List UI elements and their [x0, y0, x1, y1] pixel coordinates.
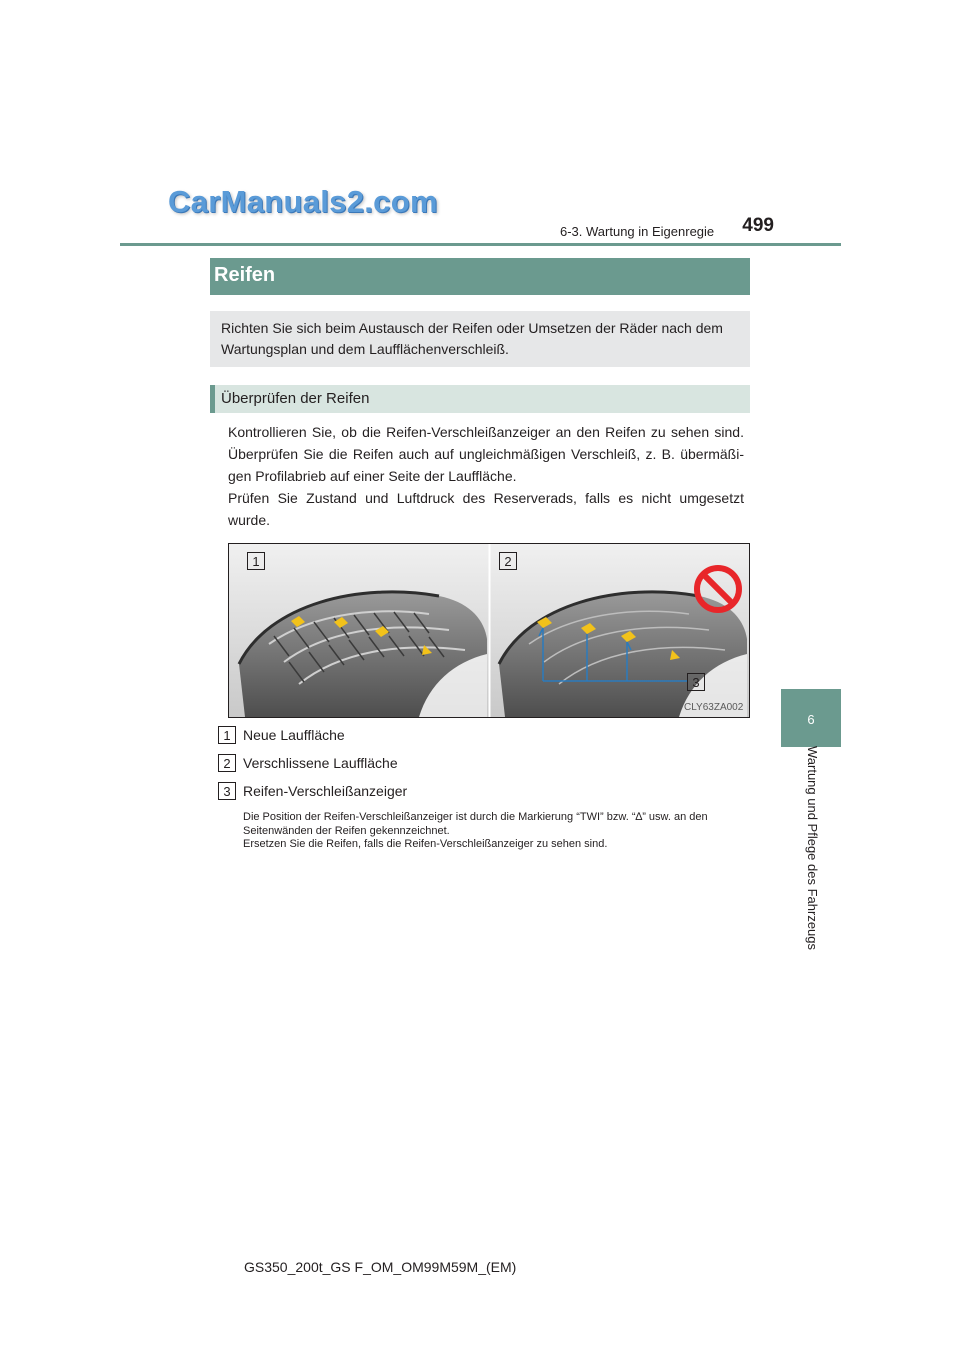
tire-figure: [228, 543, 750, 718]
title-bar: [210, 258, 750, 295]
legend-label-1: Neue Lauffläche: [243, 727, 345, 743]
note-text: [243, 811, 753, 852]
body-paragraph-2: Prüfen Sie Zustand und Luftdruck des Reserverads, falls es nicht umgesetzt wurde.: [228, 490, 744, 528]
legend-label-2: Verschlissene Lauffläche: [243, 755, 398, 771]
figure-code: CLY63ZA002: [684, 702, 744, 713]
figure-callout-2: 2: [499, 552, 517, 570]
figure-callout-3: 3: [687, 673, 705, 691]
legend-number-1: 1: [218, 726, 236, 744]
section-label: 6-3. Wartung in Eigenregie: [560, 224, 715, 239]
subsection-title: Überprüfen der Reifen: [221, 390, 370, 407]
intro-text: Richten Sie sich beim Austausch der Reifen oder Umsetzen der Räder nach dem Wartungsplan und dem Laufflächenverschleiß.: [221, 320, 723, 357]
footer-code: GS350_200t_GS F_OM_OM99M59M_(EM): [244, 1259, 517, 1275]
body-paragraph-1: Kontrollieren Sie, ob die Reifen-Verschleißanzeiger an den Reifen zu sehen sind. Überprüfen Sie die Reifen auch auf ungleichmäßigen Verschleiß, z. B. übermäßi-gen Profilabrieb auf einer Seite der Lauffläche.: [228, 424, 744, 484]
figure-callout-1: 1: [247, 552, 265, 570]
note-line-1: Die Position der Reifen-Verschleißanzeiger ist durch die Markierung “TWI” bzw. “∆” usw. an den Seitenwänden der Reifen gekennzeichnet.: [243, 811, 708, 837]
chapter-title: Wartung und Pflege des Fahrzeugs: [805, 745, 820, 951]
tire-illustration: [229, 544, 749, 717]
header-rule: [120, 243, 841, 246]
legend-number-3: 3: [218, 782, 236, 800]
legend-number-2: 2: [218, 754, 236, 772]
note-line-2: Ersetzen Sie die Reifen, falls die Reifen-Verschleißanzeiger zu sehen sind.: [243, 838, 608, 850]
watermark: CarManuals2.com: [168, 184, 438, 219]
page-title: Reifen: [214, 264, 276, 286]
page-number: 499: [742, 215, 774, 236]
chapter-number: 6: [807, 712, 815, 727]
body-text: [228, 421, 744, 531]
subsection-accent: [210, 385, 215, 413]
legend-label-3: Reifen-Verschleißanzeiger: [243, 783, 408, 799]
